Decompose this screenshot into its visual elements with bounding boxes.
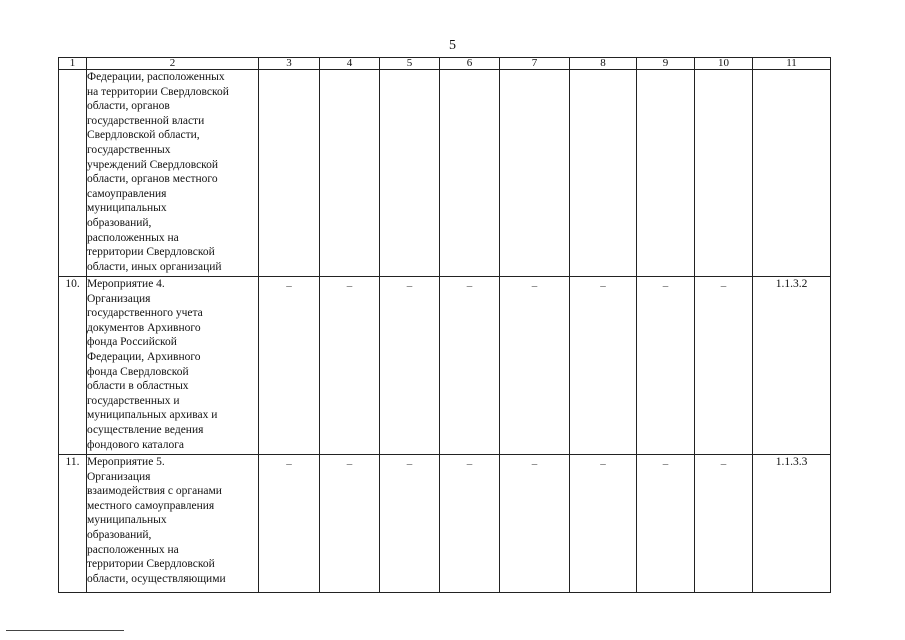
header-cell-3: 3: [259, 58, 320, 70]
header-cell-8: 8: [570, 58, 637, 70]
header-cell-2: 2: [87, 58, 259, 70]
value-cell: –: [440, 455, 500, 593]
value-cell: [637, 70, 695, 277]
value-cell: [320, 70, 380, 277]
value-cell: –: [637, 455, 695, 593]
value-cell: –: [695, 455, 753, 593]
header-row: [59, 58, 831, 70]
row-description: Мероприятие 4. Организация государственного учета документов Архивного фонда Российской Федерации, Архивного фонда Свердловской области в областных государственных и муниципальных архивах и осуществление ведения фондового каталога: [87, 277, 259, 455]
value-cell: –: [570, 455, 637, 593]
value-cell: [259, 70, 320, 277]
row-number: 11.: [59, 455, 87, 593]
value-cell: –: [380, 277, 440, 455]
value-cell: –: [570, 277, 637, 455]
code-cell: 1.1.3.3: [753, 455, 831, 593]
header-cell-4: 4: [320, 58, 380, 70]
value-cell: –: [259, 277, 320, 455]
row-description: Федерации, расположенных на территории Свердловской области, органов государственной власти Свердловской области, государственных учреждений Свердловской области, органов местного самоуправления муниципальных образований, расположенных на территории Свердловской области, иных организаций: [87, 70, 259, 277]
value-cell: –: [500, 455, 570, 593]
table-row: [59, 70, 831, 277]
value-cell: –: [695, 277, 753, 455]
value-cell: –: [259, 455, 320, 593]
value-cell: [500, 70, 570, 277]
value-cell: –: [500, 277, 570, 455]
value-cell: –: [440, 277, 500, 455]
row-number: 10.: [59, 277, 87, 455]
header-cell-6: 6: [440, 58, 500, 70]
header-cell-10: 10: [695, 58, 753, 70]
header-cell-9: 9: [637, 58, 695, 70]
value-cell: –: [320, 455, 380, 593]
value-cell: –: [320, 277, 380, 455]
row-description: Мероприятие 5. Организация взаимодействия с органами местного самоуправления муниципальных образований, расположенных на территории Свердловской области, осуществляющими: [87, 455, 259, 593]
value-cell: –: [380, 455, 440, 593]
table-row: [59, 277, 831, 455]
code-cell: [753, 70, 831, 277]
header-cell-11: 11: [753, 58, 831, 70]
measures-table: [58, 57, 831, 593]
value-cell: [570, 70, 637, 277]
value-cell: [380, 70, 440, 277]
footnote-rule: [6, 630, 124, 631]
table-row: [59, 455, 831, 593]
header-cell-1: 1: [59, 58, 87, 70]
header-cell-5: 5: [380, 58, 440, 70]
row-number: [59, 70, 87, 277]
code-cell: 1.1.3.2: [753, 277, 831, 455]
page-number: 5: [449, 38, 456, 53]
value-cell: [695, 70, 753, 277]
header-cell-7: 7: [500, 58, 570, 70]
value-cell: –: [637, 277, 695, 455]
value-cell: [440, 70, 500, 277]
